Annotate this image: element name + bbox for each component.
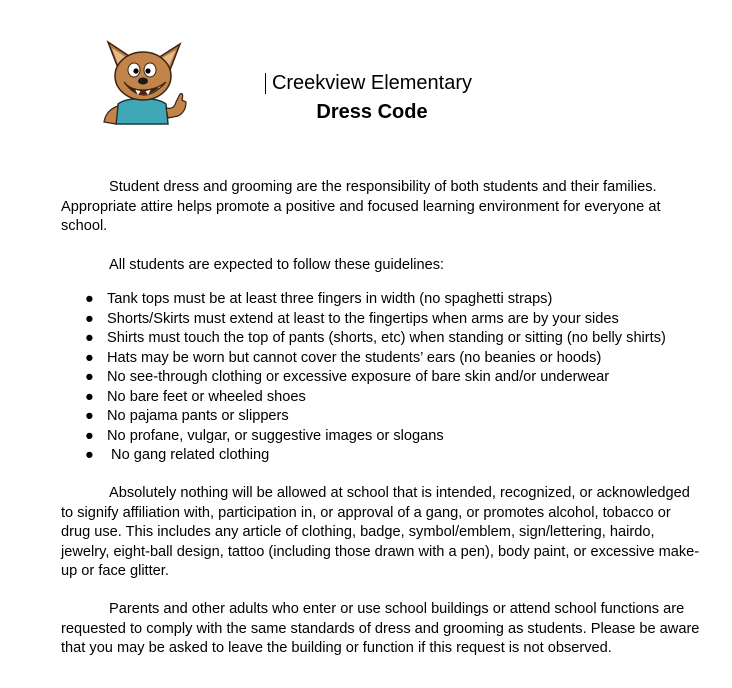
bullet-icon: ● bbox=[85, 291, 94, 307]
bullet-icon: ● bbox=[85, 310, 94, 327]
bullet-icon: ● bbox=[85, 427, 94, 444]
list-item: ● No pajama pants or slippers bbox=[85, 407, 701, 427]
text-cursor bbox=[265, 73, 266, 94]
gang-policy-paragraph: Absolutely nothing will be allowed at school that is intended, recognized, or acknowledged to signify affiliation with, participation in, or approval of a gang, or promotes alcohol, tobacco or drug use. This includes any article of clothing, badge, symbol/emblem, sign/lettering, hairdo, jewelry, eight-ball design, tattoo (including those drawn with a pen), body paint, or excessive make-up or face glitter. bbox=[61, 485, 700, 579]
list-item: ● No gang related clothing bbox=[85, 446, 701, 466]
bullet-icon: ● bbox=[85, 349, 94, 366]
guidelines-lead: All students are expected to follow these guidelines: bbox=[109, 257, 445, 273]
bullet-icon: ● bbox=[85, 330, 94, 346]
wolf-mascot-icon bbox=[96, 38, 188, 126]
document-title: Dress Code bbox=[316, 101, 428, 123]
guidelines-list bbox=[61, 290, 701, 466]
list-item: ● Shorts/Skirts must extend at least to the fingertips when arms are by your sides bbox=[85, 310, 701, 330]
intro-paragraph: Student dress and grooming are the responsibility of both students and their families. Appropriate attire helps promote a positive and focused learning environment for everyone at school. bbox=[61, 179, 661, 234]
document-header bbox=[240, 70, 504, 125]
school-name: Creekview Elementary bbox=[240, 70, 504, 96]
list-item: ● No bare feet or wheeled shoes bbox=[85, 388, 701, 408]
bullet-icon: ● bbox=[85, 388, 94, 405]
list-item: ● No profane, vulgar, or suggestive images or slogans bbox=[85, 427, 701, 447]
list-item: ● No see-through clothing or excessive exposure of bare skin and/or underwear bbox=[85, 368, 701, 388]
list-item: ● Hats may be worn but cannot cover the students’ ears (no beanies or hoods) bbox=[85, 349, 701, 369]
bullet-icon: ● bbox=[85, 369, 94, 385]
bullet-icon: ● bbox=[85, 447, 94, 463]
bullet-icon: ● bbox=[85, 408, 94, 424]
list-item: ● Shirts must touch the top of pants (shorts, etc) when standing or sitting (no belly shirts) bbox=[85, 329, 701, 349]
parents-paragraph: Parents and other adults who enter or use school buildings or attend school functions are requested to comply with the same standards of dress and grooming as students. Please be aware that you may be asked to leave the building or function if this request is not observed. bbox=[61, 601, 700, 656]
list-item: ● Tank tops must be at least three fingers in width (no spaghetti straps) bbox=[85, 290, 701, 310]
